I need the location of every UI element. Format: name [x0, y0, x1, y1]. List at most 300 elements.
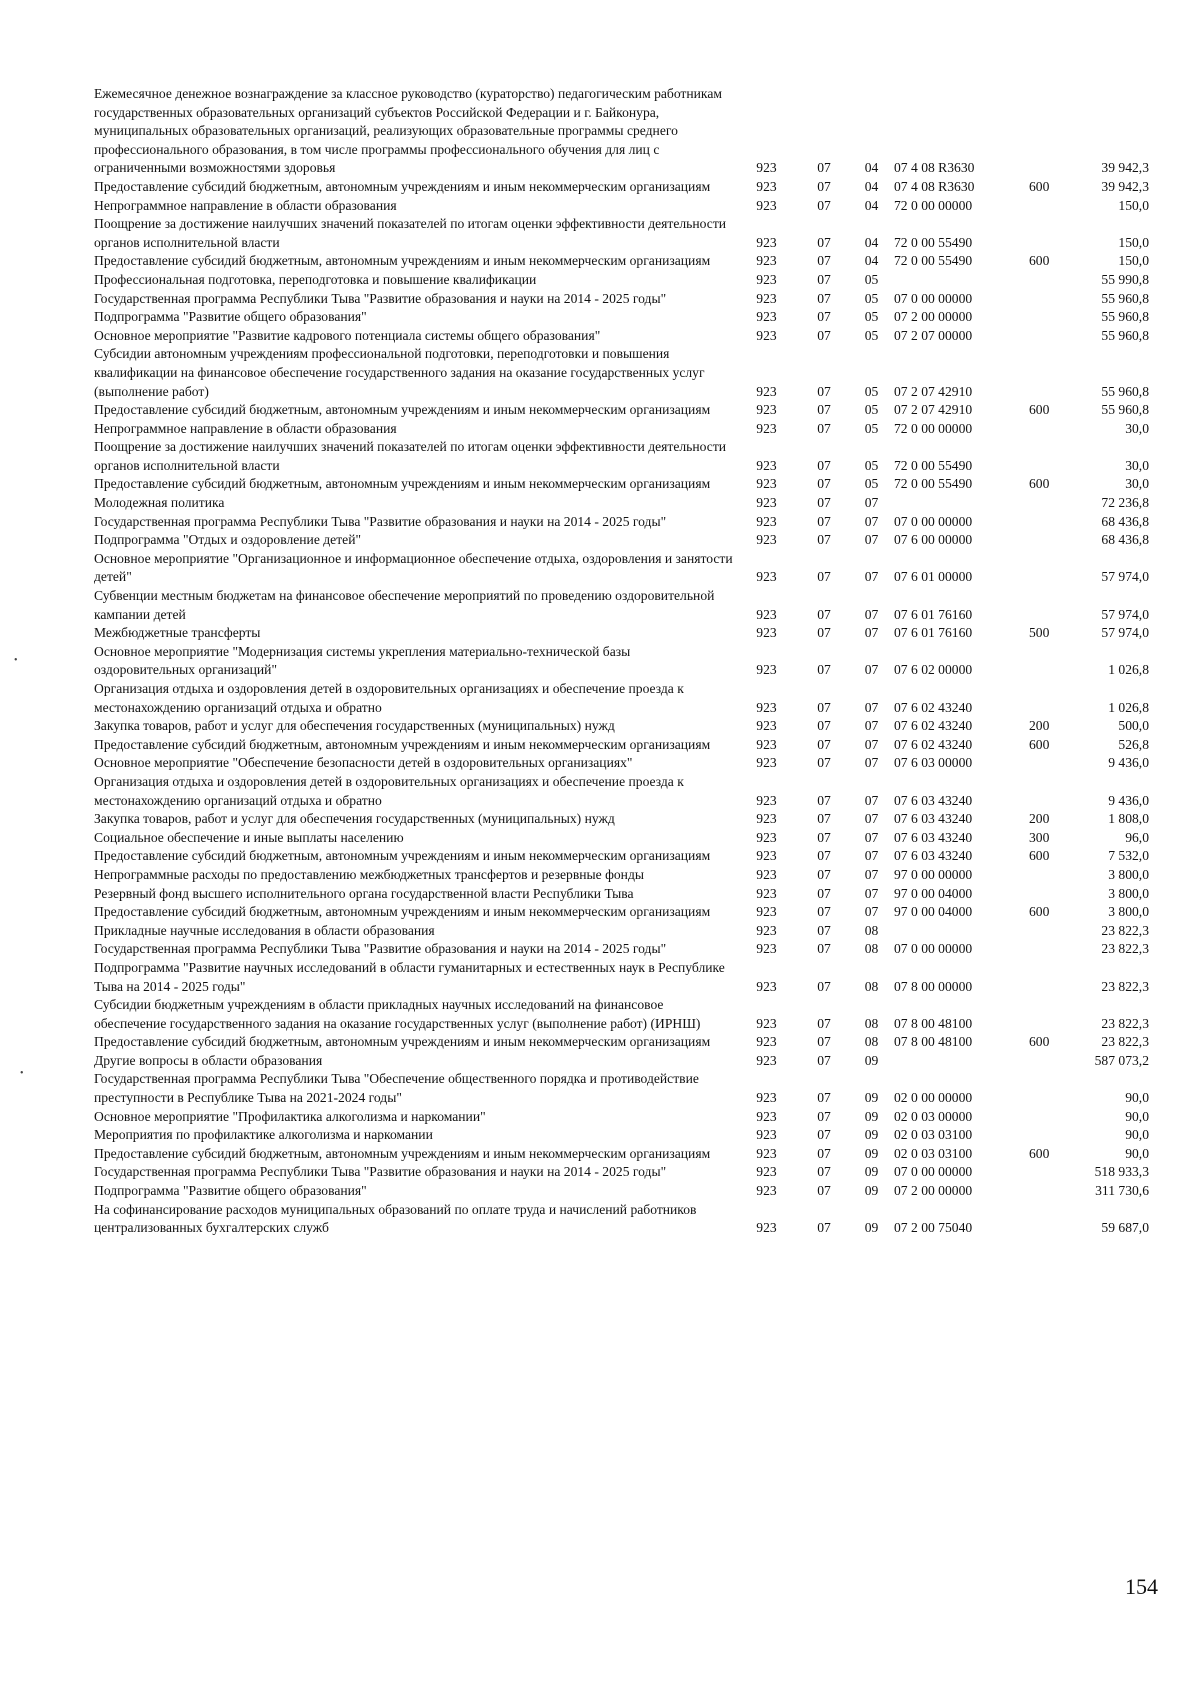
target-article-code-cell: 07 0 00 00000: [894, 1164, 973, 1180]
section-code-cell: 07: [817, 699, 831, 715]
section-code-cell: 07: [817, 234, 831, 250]
expense-name-cell: Основное мероприятие "Профилактика алкоголизма и наркомании": [94, 1108, 486, 1124]
table-row: [94, 531, 1149, 550]
expense-type-code-cell: [1029, 1108, 1064, 1127]
expense-type-code-cell: [1029, 271, 1064, 290]
expense-name-cell: Государственная программа Республики Тыва "Развитие образования и науки на 2014 - 2025 годы": [94, 290, 667, 306]
target-article-code-cell: 07 2 07 42910: [894, 402, 973, 418]
expense-name-cell: Поощрение за достижение наилучших значений показателей по итогам оценки эффективности деятельности органов исполнительной власти: [94, 216, 727, 250]
table-row: [94, 215, 1149, 252]
expense-name-cell: Предоставление субсидий бюджетным, автономным учреждениям и иным некоммерческим организациям: [94, 178, 711, 194]
amount-cell: 23 822,3: [1101, 922, 1149, 938]
amount-cell: 3 800,0: [1108, 866, 1149, 882]
amount-cell: 90,0: [1125, 1127, 1149, 1143]
department-code-cell: 923: [756, 532, 777, 548]
section-code-cell: 07: [817, 904, 831, 920]
expense-type-code-cell: [1029, 1201, 1064, 1238]
amount-cell: 90,0: [1125, 1090, 1149, 1106]
table-row: [94, 1052, 1149, 1071]
expense-type-code-cell: 600: [1029, 848, 1050, 864]
table-row: [94, 308, 1149, 327]
amount-cell: 1 026,8: [1108, 662, 1149, 678]
subsection-code-cell: 08: [864, 1034, 879, 1050]
table-row: [94, 847, 1149, 866]
expense-name-cell: Предоставление субсидий бюджетным, автономным учреждениям и иным некоммерческим организациям: [94, 904, 711, 920]
table-row: [94, 940, 1149, 959]
expense-type-code-cell: 600: [1029, 178, 1050, 194]
table-row: [94, 1108, 1149, 1127]
department-code-cell: 923: [756, 699, 777, 715]
department-code-cell: 923: [756, 234, 777, 250]
expense-name-cell: Субсидии бюджетным учреждениям в области прикладных научных исследований на финансовое обеспечение государственного задания на оказание государственных услуг (выполнение работ) (ИРНШ): [94, 997, 701, 1031]
subsection-code-cell: 07: [864, 829, 879, 845]
table-row: [94, 643, 1149, 680]
section-code-cell: 07: [817, 457, 831, 473]
target-article-code-cell: 07 0 00 00000: [894, 290, 973, 306]
target-article-code-cell: 07 4 08 R3630: [894, 178, 975, 194]
amount-cell: 39 942,3: [1101, 178, 1149, 194]
table-row: [94, 252, 1149, 271]
table-row: [94, 1182, 1149, 1201]
expense-name-cell: Предоставление субсидий бюджетным, автономным учреждениям и иным некоммерческим организациям: [94, 1145, 711, 1161]
department-code-cell: 923: [756, 309, 777, 325]
department-code-cell: 923: [756, 829, 777, 845]
expense-type-code-cell: [1029, 85, 1064, 178]
target-article-code-cell: 72 0 00 55490: [894, 476, 973, 492]
subsection-code-cell: 04: [864, 160, 879, 176]
subsection-code-cell: 05: [864, 402, 879, 418]
department-code-cell: 923: [756, 197, 777, 213]
table-row: [94, 717, 1149, 736]
expense-type-code-cell: [1029, 345, 1064, 401]
expense-name-cell: Поощрение за достижение наилучших значений показателей по итогам оценки эффективности деятельности органов исполнительной власти: [94, 439, 727, 473]
subsection-code-cell: 07: [864, 699, 879, 715]
target-article-code-cell: 07 0 00 00000: [894, 941, 973, 957]
department-code-cell: 923: [756, 253, 777, 269]
target-article-code-cell: 07 6 01 76160: [894, 625, 973, 641]
department-code-cell: 923: [756, 606, 777, 622]
expense-type-code-cell: 600: [1029, 476, 1050, 492]
subsection-code-cell: 07: [864, 792, 879, 808]
department-code-cell: 923: [756, 290, 777, 306]
expense-type-code-cell: 200: [1029, 811, 1050, 827]
expense-name-cell: Подпрограмма "Развитие научных исследований в области гуманитарных и естественных наук в Республике Тыва на 2014 - 2025 годы": [94, 959, 725, 994]
department-code-cell: 923: [756, 569, 777, 585]
section-code-cell: 07: [817, 718, 831, 734]
subsection-code-cell: 07: [864, 904, 879, 920]
section-code-cell: 07: [817, 866, 831, 882]
expense-name-cell: Резервный фонд высшего исполнительного органа государственной власти Республики Тыва: [94, 885, 634, 901]
section-code-cell: 07: [817, 420, 831, 436]
department-code-cell: 923: [756, 476, 777, 492]
subsection-code-cell: 07: [864, 866, 879, 882]
expense-type-code-cell: [1029, 494, 1064, 513]
table-row: [94, 829, 1149, 848]
expense-name-cell: Мероприятия по профилактике алкоголизма и наркомании: [94, 1127, 433, 1143]
section-code-cell: 07: [817, 1034, 831, 1050]
section-code-cell: 07: [817, 1220, 831, 1236]
subsection-code-cell: 05: [864, 290, 879, 306]
expense-type-code-cell: [1029, 754, 1064, 773]
target-article-code-cell: 07 2 00 00000: [894, 1183, 973, 1199]
page-number: 154: [1125, 1574, 1158, 1599]
amount-cell: 96,0: [1125, 829, 1149, 845]
target-article-code-cell: 07 8 00 48100: [894, 1015, 973, 1031]
expense-name-cell: Предоставление субсидий бюджетным, автономным учреждениям и иным некоммерческим организациям: [94, 1034, 711, 1050]
section-code-cell: 07: [817, 383, 831, 399]
subsection-code-cell: 05: [864, 271, 879, 287]
target-article-code-cell: [894, 271, 1029, 290]
department-code-cell: 923: [756, 1090, 777, 1106]
amount-cell: 23 822,3: [1101, 941, 1149, 957]
subsection-code-cell: 08: [864, 978, 879, 994]
department-code-cell: 923: [756, 866, 777, 882]
expense-type-code-cell: [1029, 1126, 1064, 1145]
expense-type-code-cell: [1029, 587, 1064, 624]
subsection-code-cell: 07: [864, 885, 879, 901]
target-article-code-cell: 07 6 03 43240: [894, 848, 973, 864]
expense-type-code-cell: [1029, 215, 1064, 252]
subsection-code-cell: 09: [864, 1164, 879, 1180]
expense-type-code-cell: 600: [1029, 736, 1050, 752]
subsection-code-cell: 07: [864, 569, 879, 585]
table-row: [94, 178, 1149, 197]
subsection-code-cell: 09: [864, 1145, 879, 1161]
department-code-cell: 923: [756, 402, 777, 418]
section-code-cell: 07: [817, 606, 831, 622]
budget-table-body: [94, 85, 1149, 1238]
expense-name-cell: Профессиональная подготовка, переподготовка и повышение квалификации: [94, 271, 537, 287]
department-code-cell: 923: [756, 922, 777, 938]
table-row: [94, 885, 1149, 904]
target-article-code-cell: 07 2 00 75040: [894, 1220, 973, 1236]
department-code-cell: 923: [756, 885, 777, 901]
amount-cell: 68 436,8: [1101, 513, 1149, 529]
table-row: [94, 420, 1149, 439]
amount-cell: 23 822,3: [1101, 978, 1149, 994]
expense-type-code-cell: [1029, 680, 1064, 717]
section-code-cell: 07: [817, 811, 831, 827]
amount-cell: 9 436,0: [1108, 755, 1149, 771]
target-article-code-cell: 07 2 00 00000: [894, 309, 973, 325]
department-code-cell: 923: [756, 271, 777, 287]
table-row: [94, 345, 1149, 401]
subsection-code-cell: 09: [864, 1183, 879, 1199]
amount-cell: 55 960,8: [1101, 309, 1149, 325]
subsection-code-cell: 07: [864, 848, 879, 864]
department-code-cell: 923: [756, 1164, 777, 1180]
amount-cell: 150,0: [1118, 253, 1149, 269]
section-code-cell: 07: [817, 1164, 831, 1180]
budget-table: [94, 85, 1149, 1238]
department-code-cell: 923: [756, 1034, 777, 1050]
department-code-cell: 923: [756, 457, 777, 473]
subsection-code-cell: 07: [864, 606, 879, 622]
expense-name-cell: Предоставление субсидий бюджетным, автономным учреждениям и иным некоммерческим организациям: [94, 476, 711, 492]
department-code-cell: 923: [756, 1015, 777, 1031]
target-article-code-cell: 07 6 02 43240: [894, 699, 973, 715]
target-article-code-cell: 07 2 07 42910: [894, 383, 973, 399]
amount-cell: 72 236,8: [1101, 495, 1149, 511]
table-row: [94, 1126, 1149, 1145]
section-code-cell: 07: [817, 327, 831, 343]
expense-name-cell: Предоставление субсидий бюджетным, автономным учреждениям и иным некоммерческим организациям: [94, 736, 711, 752]
target-article-code-cell: 07 6 02 00000: [894, 662, 973, 678]
department-code-cell: 923: [756, 904, 777, 920]
subsection-code-cell: 05: [864, 383, 879, 399]
section-code-cell: 07: [817, 941, 831, 957]
subsection-code-cell: 07: [864, 532, 879, 548]
department-code-cell: 923: [756, 1220, 777, 1236]
department-code-cell: 923: [756, 1108, 777, 1124]
expense-name-cell: Предоставление субсидий бюджетным, автономным учреждениям и иным некоммерческим организациям: [94, 848, 711, 864]
expense-name-cell: Непрограммное направление в области образования: [94, 197, 397, 213]
section-code-cell: 07: [817, 848, 831, 864]
section-code-cell: 07: [817, 178, 831, 194]
table-row: [94, 810, 1149, 829]
table-row: [94, 438, 1149, 475]
section-code-cell: 07: [817, 160, 831, 176]
table-row: [94, 959, 1149, 996]
expense-type-code-cell: [1029, 1070, 1064, 1107]
department-code-cell: 923: [756, 755, 777, 771]
expense-name-cell: Ежемесячное денежное вознаграждение за классное руководство (кураторство) педагогическим работникам государственных образовательных организаций субъектов Российской Федерации и г. Байконура, муниципальных образовательных организаций, реализующих образовательные программы среднего профессионального образования, в том числе программы профессионального обучения для лиц с ограниченными возможностями здоровья: [94, 86, 722, 176]
expense-name-cell: Организация отдыха и оздоровления детей в оздоровительных организациях и обеспечение проезда к местонахождению организаций отдыха и обратно: [94, 773, 684, 808]
section-code-cell: 07: [817, 625, 831, 641]
amount-cell: 500,0: [1118, 718, 1149, 734]
amount-cell: 57 974,0: [1101, 606, 1149, 622]
department-code-cell: 923: [756, 941, 777, 957]
subsection-code-cell: 04: [864, 178, 879, 194]
table-row: [94, 85, 1149, 178]
expense-type-code-cell: [1029, 1163, 1064, 1182]
amount-cell: 518 933,3: [1094, 1164, 1149, 1180]
amount-cell: 55 960,8: [1101, 327, 1149, 343]
target-article-code-cell: 02 0 03 03100: [894, 1145, 973, 1161]
subsection-code-cell: 07: [864, 513, 879, 529]
amount-cell: 30,0: [1125, 476, 1149, 492]
target-article-code-cell: 07 6 03 43240: [894, 811, 973, 827]
subsection-code-cell: 07: [864, 718, 879, 734]
expense-type-code-cell: [1029, 438, 1064, 475]
expense-type-code-cell: 600: [1029, 253, 1050, 269]
expense-name-cell: Непрограммные расходы по предоставлению межбюджетных трансфертов и резервные фонды: [94, 866, 645, 882]
target-article-code-cell: 07 6 01 00000: [894, 569, 973, 585]
section-code-cell: 07: [817, 755, 831, 771]
subsection-code-cell: 04: [864, 253, 879, 269]
amount-cell: 3 800,0: [1108, 904, 1149, 920]
target-article-code-cell: 07 6 03 43240: [894, 829, 973, 845]
table-row: [94, 1163, 1149, 1182]
subsection-code-cell: 07: [864, 811, 879, 827]
subsection-code-cell: 09: [864, 1127, 879, 1143]
amount-cell: 30,0: [1125, 420, 1149, 436]
target-article-code-cell: 07 6 00 00000: [894, 532, 973, 548]
scan-margin-mark: •: [20, 1068, 24, 1079]
expense-type-code-cell: [1029, 550, 1064, 587]
amount-cell: 30,0: [1125, 457, 1149, 473]
expense-type-code-cell: [1029, 420, 1064, 439]
section-code-cell: 07: [817, 922, 831, 938]
table-row: [94, 624, 1149, 643]
table-row: [94, 922, 1149, 941]
target-article-code-cell: 02 0 03 00000: [894, 1108, 973, 1124]
target-article-code-cell: 97 0 00 04000: [894, 885, 973, 901]
department-code-cell: 923: [756, 513, 777, 529]
section-code-cell: 07: [817, 829, 831, 845]
expense-name-cell: Основное мероприятие "Модернизация системы укрепления материально-технической базы оздоровительных организаций": [94, 643, 631, 678]
expense-name-cell: Закупка товаров, работ и услуг для обеспечения государственных (муниципальных) нужд: [94, 718, 615, 734]
amount-cell: 57 974,0: [1101, 625, 1149, 641]
section-code-cell: 07: [817, 309, 831, 325]
department-code-cell: 923: [756, 1145, 777, 1161]
subsection-code-cell: 09: [864, 1220, 879, 1236]
department-code-cell: 923: [756, 792, 777, 808]
expense-name-cell: Субвенции местным бюджетам на финансовое обеспечение мероприятий по проведению оздоровительной кампании детей: [94, 588, 715, 622]
table-row: [94, 754, 1149, 773]
subsection-code-cell: 09: [864, 1108, 879, 1124]
subsection-code-cell: 07: [864, 736, 879, 752]
target-article-code-cell: 07 6 03 43240: [894, 792, 973, 808]
target-article-code-cell: 07 2 07 00000: [894, 327, 973, 343]
amount-cell: 23 822,3: [1101, 1034, 1149, 1050]
table-row: [94, 903, 1149, 922]
department-code-cell: 923: [756, 420, 777, 436]
target-article-code-cell: 02 0 03 03100: [894, 1127, 973, 1143]
expense-type-code-cell: 200: [1029, 718, 1050, 734]
target-article-code-cell: 07 6 02 43240: [894, 736, 973, 752]
section-code-cell: 07: [817, 513, 831, 529]
department-code-cell: 923: [756, 1183, 777, 1199]
amount-cell: 23 822,3: [1101, 1015, 1149, 1031]
table-row: [94, 290, 1149, 309]
expense-type-code-cell: [1029, 1182, 1064, 1201]
table-row: [94, 773, 1149, 810]
amount-cell: 150,0: [1118, 234, 1149, 250]
section-code-cell: 07: [817, 569, 831, 585]
section-code-cell: 07: [817, 736, 831, 752]
target-article-code-cell: [894, 922, 1029, 941]
section-code-cell: 07: [817, 197, 831, 213]
department-code-cell: 923: [756, 811, 777, 827]
expense-name-cell: Субсидии автономным учреждениям профессиональной подготовки, переподготовки и повышения квалификации на финансовое обеспечение государственного задания на оказание государственных услуг (выполнение работ): [94, 346, 705, 399]
expense-type-code-cell: [1029, 940, 1064, 959]
subsection-code-cell: 05: [864, 327, 879, 343]
subsection-code-cell: 07: [864, 755, 879, 771]
expense-name-cell: Межбюджетные трансферты: [94, 625, 261, 641]
target-article-code-cell: 97 0 00 04000: [894, 904, 973, 920]
expense-type-code-cell: [1029, 885, 1064, 904]
section-code-cell: 07: [817, 532, 831, 548]
department-code-cell: 923: [756, 978, 777, 994]
table-row: [94, 327, 1149, 346]
target-article-code-cell: 97 0 00 00000: [894, 866, 973, 882]
department-code-cell: 923: [756, 495, 777, 511]
amount-cell: 55 960,8: [1101, 290, 1149, 306]
amount-cell: 311 730,6: [1095, 1183, 1149, 1199]
section-code-cell: 07: [817, 1127, 831, 1143]
table-row: [94, 401, 1149, 420]
section-code-cell: 07: [817, 1145, 831, 1161]
table-row: [94, 494, 1149, 513]
table-row: [94, 1033, 1149, 1052]
section-code-cell: 07: [817, 271, 831, 287]
section-code-cell: 07: [817, 402, 831, 418]
expense-name-cell: Подпрограмма "Отдых и оздоровление детей": [94, 532, 362, 548]
expense-name-cell: Государственная программа Республики Тыва "Развитие образования и науки на 2014 - 2025 годы": [94, 941, 667, 957]
target-article-code-cell: 07 8 00 48100: [894, 1034, 973, 1050]
table-row: [94, 1145, 1149, 1164]
table-row: [94, 736, 1149, 755]
target-article-code-cell: 07 4 08 R3630: [894, 160, 975, 176]
expense-name-cell: Основное мероприятие "Обеспечение безопасности детей в оздоровительных организациях": [94, 755, 633, 771]
expense-name-cell: Подпрограмма "Развитие общего образования": [94, 309, 367, 325]
section-code-cell: 07: [817, 1090, 831, 1106]
subsection-code-cell: 05: [864, 309, 879, 325]
expense-name-cell: Молодежная политика: [94, 495, 225, 511]
subsection-code-cell: 09: [864, 1090, 879, 1106]
table-row: [94, 475, 1149, 494]
expense-type-code-cell: [1029, 643, 1064, 680]
target-article-code-cell: [894, 1052, 1029, 1071]
table-row: [94, 550, 1149, 587]
expense-name-cell: Основное мероприятие "Организационное и информационное обеспечение отдыха, оздоровления и занятости детей": [94, 550, 733, 585]
amount-cell: 90,0: [1125, 1108, 1149, 1124]
section-code-cell: 07: [817, 290, 831, 306]
section-code-cell: 07: [817, 1183, 831, 1199]
expense-name-cell: Государственная программа Республики Тыва "Развитие образования и науки на 2014 - 2025 годы": [94, 1164, 667, 1180]
section-code-cell: 07: [817, 1015, 831, 1031]
amount-cell: 7 532,0: [1108, 848, 1149, 864]
table-row: [94, 587, 1149, 624]
table-row: [94, 1070, 1149, 1107]
department-code-cell: 923: [756, 736, 777, 752]
section-code-cell: 07: [817, 476, 831, 492]
subsection-code-cell: 05: [864, 420, 879, 436]
expense-type-code-cell: [1029, 866, 1064, 885]
expense-type-code-cell: 600: [1029, 402, 1050, 418]
subsection-code-cell: 05: [864, 457, 879, 473]
expense-name-cell: На софинансирование расходов муниципальных образований по оплате труда и начислений работников централизованных бухгалтерских служб: [94, 1201, 697, 1236]
amount-cell: 39 942,3: [1101, 160, 1149, 176]
expense-type-code-cell: 600: [1029, 904, 1050, 920]
target-article-code-cell: 72 0 00 00000: [894, 197, 973, 213]
department-code-cell: 923: [756, 662, 777, 678]
expense-type-code-cell: 600: [1029, 1034, 1050, 1050]
expense-type-code-cell: [1029, 308, 1064, 327]
expense-name-cell: Предоставление субсидий бюджетным, автономным учреждениям и иным некоммерческим организациям: [94, 253, 711, 269]
amount-cell: 3 800,0: [1108, 885, 1149, 901]
expense-type-code-cell: 600: [1029, 1145, 1050, 1161]
expense-name-cell: Основное мероприятие "Развитие кадрового потенциала системы общего образования": [94, 327, 601, 343]
target-article-code-cell: 72 0 00 55490: [894, 457, 973, 473]
expense-name-cell: Организация отдыха и оздоровления детей в оздоровительных организациях и обеспечение проезда к местонахождению организаций отдыха и обратно: [94, 681, 684, 715]
expense-name-cell: Предоставление субсидий бюджетным, автономным учреждениям и иным некоммерческим организациям: [94, 402, 711, 418]
section-code-cell: 07: [817, 792, 831, 808]
subsection-code-cell: 07: [864, 625, 879, 641]
subsection-code-cell: 07: [864, 495, 879, 511]
subsection-code-cell: 08: [864, 922, 879, 938]
amount-cell: 1 026,8: [1108, 699, 1149, 715]
subsection-code-cell: 08: [864, 1015, 879, 1031]
amount-cell: 55 960,8: [1101, 383, 1149, 399]
target-article-code-cell: 07 6 02 43240: [894, 718, 973, 734]
expense-type-code-cell: [1029, 197, 1064, 216]
amount-cell: 526,8: [1118, 736, 1149, 752]
subsection-code-cell: 04: [864, 197, 879, 213]
amount-cell: 55 960,8: [1101, 402, 1149, 418]
department-code-cell: 923: [756, 178, 777, 194]
